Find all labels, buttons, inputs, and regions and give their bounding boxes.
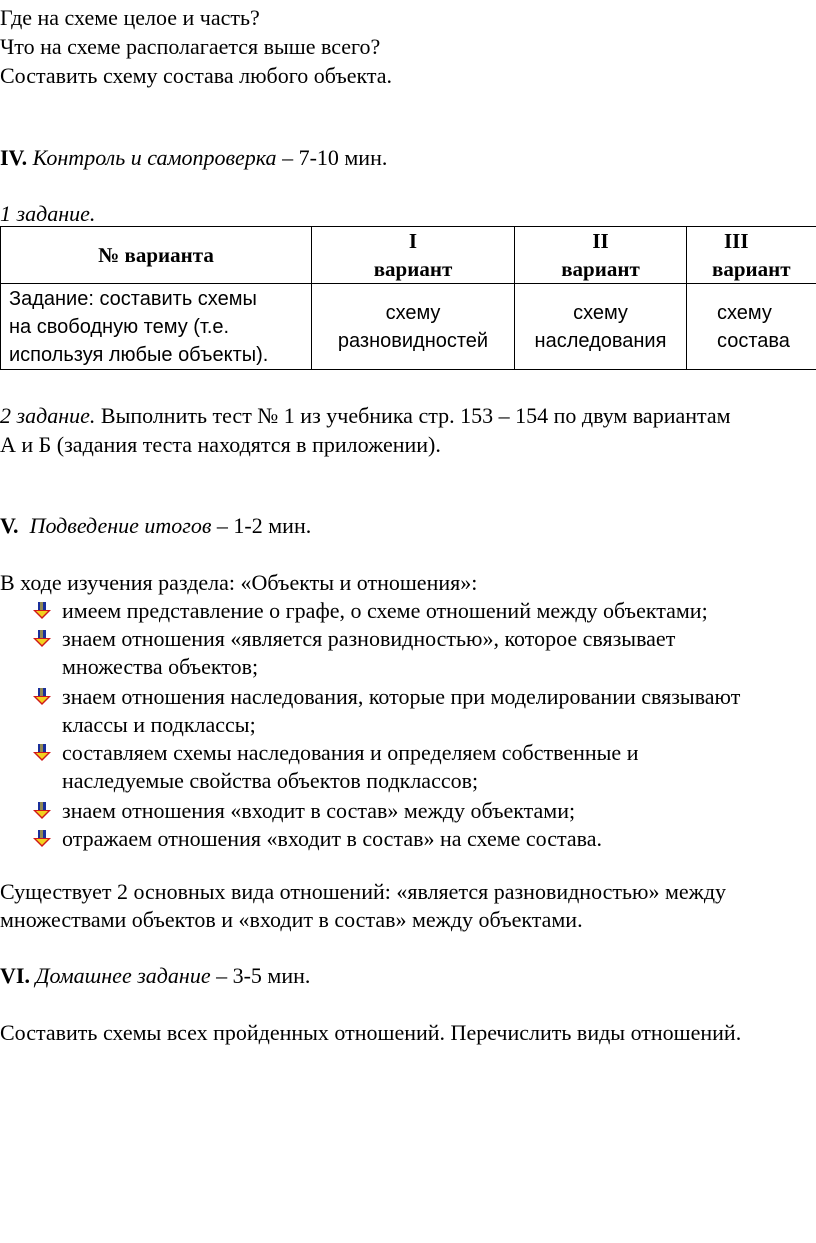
table-header-row [1, 227, 816, 284]
header-variant-3-numeral: III [724, 229, 749, 253]
question-line-2: Что на схеме располагается выше всего? [0, 34, 381, 59]
section-6-number: VI. [0, 963, 30, 988]
list-item: знаем отношения наследования, которые при моделировании связывают [62, 684, 741, 709]
list-item: знаем отношения «является разновидностью», которое связывает [62, 626, 676, 651]
header-variant-2 [515, 227, 687, 284]
cell-variant-1 [312, 284, 515, 370]
header-variant-3 [687, 227, 816, 284]
cell-variant-1-line-2: разновидностей [337, 329, 489, 352]
list-item: составляем схемы наследования и определяем собственные и [62, 740, 639, 765]
table-row [1, 284, 816, 370]
cell-task-line-2: на свободную тему (т.е. [9, 315, 230, 338]
arrow-bullet-icon [32, 744, 52, 762]
list-item: имеем представление о графе, о схеме отношений между объектами; [62, 598, 708, 623]
section-5-number: V. [0, 513, 19, 538]
arrow-bullet-icon [32, 830, 52, 848]
summary-intro: В ходе изучения раздела: «Объекты и отношения»: [0, 570, 478, 595]
arrow-bullet-icon [32, 688, 52, 706]
section-5-title: Подведение итогов [29, 513, 212, 538]
conclusion-line-2: множествами объектов и «входит в состав» между объектами. [0, 907, 583, 932]
header-variant-1-numeral: I [408, 229, 418, 253]
list-item: множества объектов; [62, 654, 259, 679]
section-4-title: Контроль и самопроверка [32, 145, 277, 170]
list-item: знаем отношения «входит в состав» между объектами; [62, 798, 576, 823]
cell-variant-3-line-1: схему [717, 301, 772, 324]
section-5-time: – 1-2 мин. [211, 513, 312, 538]
header-variant-number: № варианта [1, 227, 312, 284]
cell-variant-2-line-2: наследования [534, 329, 667, 352]
cell-variant-3-line-2: состава [717, 329, 790, 352]
question-line-3: Составить схему состава любого объекта. [0, 63, 393, 88]
section-4-time: – 7-10 мин. [276, 145, 388, 170]
cell-variant-2-line-1: схему [573, 301, 628, 324]
task-2-line-2: А и Б (задания теста находятся в приложении). [0, 432, 441, 457]
list-item: наследуемые свойства объектов подклассов; [62, 768, 479, 793]
header-variant-1-word: вариант [373, 257, 453, 281]
list-item: классы и подклассы; [62, 712, 256, 737]
cell-variant-1-line-1: схему [385, 301, 441, 324]
task-2-line-1 [0, 402, 731, 429]
section-6-time: – 3-5 мин. [210, 963, 311, 988]
arrow-bullet-icon [32, 602, 52, 620]
arrow-bullet-icon [32, 630, 52, 648]
question-line-1: Где на схеме целое и часть? [0, 5, 260, 30]
task-1-label: 1 задание. [0, 201, 96, 226]
section-6-title: Домашнее задание [35, 963, 211, 988]
cell-variant-2 [515, 284, 687, 370]
header-variant-3-word: вариант [712, 257, 791, 281]
header-variant-2-numeral: II [592, 229, 609, 253]
section-4-heading [0, 144, 387, 171]
cell-task-description [1, 284, 312, 370]
cell-task-line-1: Задание: составить схемы [9, 287, 257, 310]
arrow-bullet-icon [32, 802, 52, 820]
cell-variant-3 [687, 284, 816, 370]
list-item: отражаем отношения «входит в состав» на схеме состава. [62, 826, 602, 851]
header-variant-1 [312, 227, 515, 284]
task-2-text: Выполнить тест № 1 из учебника стр. 153 – 154 по двум вариантам [95, 403, 731, 428]
homework-text: Составить схемы всех пройденных отношений. Перечислить виды отношений. [0, 1020, 742, 1045]
cell-task-line-3: используя любые объекты). [9, 343, 269, 366]
task-2-label: 2 задание. [0, 403, 96, 428]
section-5-heading [0, 512, 311, 539]
section-6-heading [0, 962, 310, 989]
conclusion-line-1: Существует 2 основных вида отношений: «является разновидностью» между [0, 879, 727, 904]
section-4-number: IV. [0, 145, 28, 170]
task-table [0, 226, 816, 370]
header-variant-2-word: вариант [561, 257, 640, 281]
